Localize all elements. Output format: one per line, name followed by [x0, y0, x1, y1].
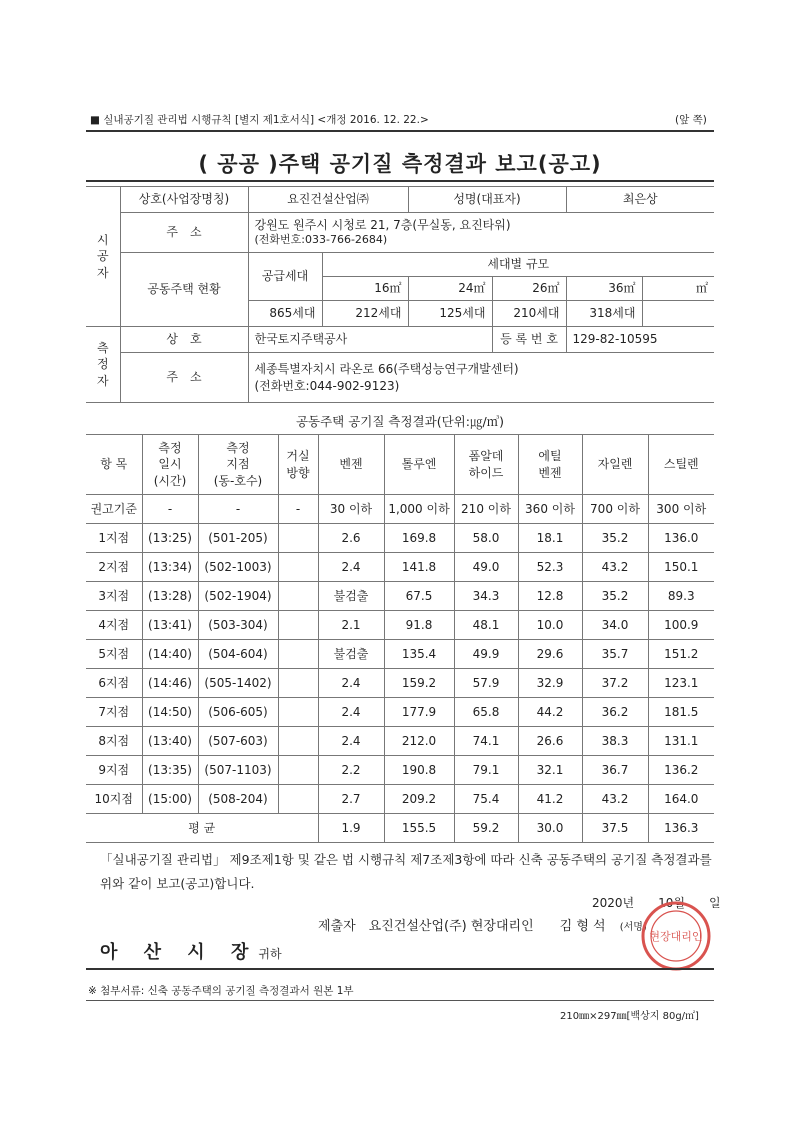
row-time: (13:35)	[142, 756, 198, 785]
table-row	[86, 553, 714, 582]
table-row	[86, 669, 714, 698]
table-row	[86, 582, 714, 611]
average-formaldehyde: 59.2	[454, 814, 518, 843]
row-direction	[278, 524, 318, 553]
header-direction: 거실 방향	[278, 435, 318, 495]
count-2: 125세대	[408, 301, 492, 327]
row-xylene: 43.2	[582, 785, 648, 814]
standard-benzene: 30 이하	[318, 495, 384, 524]
row-benzene: 2.4	[318, 669, 384, 698]
measurer-name-label: 상 호	[120, 327, 248, 353]
row-unit: (507-603)	[198, 727, 278, 756]
results-title: 공동주택 공기질 측정결과(단위:㎍/㎥)	[295, 414, 505, 429]
row-unit: (504-604)	[198, 640, 278, 669]
standard-styrene: 300 이하	[648, 495, 714, 524]
row-styrene: 131.1	[648, 727, 714, 756]
row-direction	[278, 756, 318, 785]
row-point: 8지점	[86, 727, 142, 756]
row-styrene: 136.0	[648, 524, 714, 553]
row-benzene: 2.4	[318, 727, 384, 756]
row-toluene: 159.2	[384, 669, 454, 698]
row-direction	[278, 698, 318, 727]
table-row	[86, 524, 714, 553]
row-direction	[278, 582, 318, 611]
row-xylene: 38.3	[582, 727, 648, 756]
row-xylene: 34.0	[582, 611, 648, 640]
standard-label: 권고기준	[86, 495, 142, 524]
row-styrene: 151.2	[648, 640, 714, 669]
row-ethylbenzene: 32.1	[518, 756, 582, 785]
row-ethylbenzene: 29.6	[518, 640, 582, 669]
row-point: 9지점	[86, 756, 142, 785]
row-unit: (508-204)	[198, 785, 278, 814]
rep-value: 최은상	[566, 187, 714, 213]
row-formaldehyde: 79.1	[454, 756, 518, 785]
row-benzene: 2.4	[318, 553, 384, 582]
average-xylene: 37.5	[582, 814, 648, 843]
statement: 「실내공기질 관리법」 제9조제1항 및 같은 법 시행규칙 제7조제3항에 따라 신축 공동주택의 공기질 측정결과를 위와 같이 보고(공고)합니다.	[100, 852, 712, 891]
row-ethylbenzene: 10.0	[518, 611, 582, 640]
standard-row	[86, 495, 714, 524]
average-benzene: 1.9	[318, 814, 384, 843]
size-4: 36㎡	[566, 277, 642, 301]
row-direction	[278, 669, 318, 698]
row-toluene: 91.8	[384, 611, 454, 640]
standard-datetime: -	[142, 495, 198, 524]
row-styrene: 136.2	[648, 756, 714, 785]
row-xylene: 37.2	[582, 669, 648, 698]
count-5	[642, 301, 714, 327]
row-benzene: 불검출	[318, 640, 384, 669]
standard-toluene: 1,000 이하	[384, 495, 454, 524]
row-point: 10지점	[86, 785, 142, 814]
row-ethylbenzene: 32.9	[518, 669, 582, 698]
size-3: 26㎡	[492, 277, 566, 301]
header-formaldehyde: 폼알데 하이드	[454, 435, 518, 495]
row-formaldehyde: 49.9	[454, 640, 518, 669]
header-xylene: 자일렌	[582, 435, 648, 495]
row-time: (13:25)	[142, 524, 198, 553]
row-toluene: 135.4	[384, 640, 454, 669]
standard-formaldehyde: 210 이하	[454, 495, 518, 524]
form-reference: ■ 실내공기질 관리법 시행규칙 [별지 제1호서식] <개정 2016. 12. 22.>	[90, 114, 429, 126]
row-xylene: 35.2	[582, 582, 648, 611]
row-time: (13:28)	[142, 582, 198, 611]
table-row	[86, 611, 714, 640]
row-direction	[278, 785, 318, 814]
row-toluene: 209.2	[384, 785, 454, 814]
row-direction	[278, 553, 318, 582]
document-title: ( 공공 )주택 공기질 측정결과 보고(공고)	[198, 152, 602, 176]
standard-location: -	[198, 495, 278, 524]
header-datetime: 측정 일시 (시간)	[142, 435, 198, 495]
header-ethylbenzene: 에틸 벤젠	[518, 435, 582, 495]
table-row	[86, 727, 714, 756]
company-label: 상호(사업장명칭)	[120, 187, 248, 213]
housing-label: 공동주택 현황	[120, 253, 248, 327]
count-4: 318세대	[566, 301, 642, 327]
table-row	[86, 756, 714, 785]
size-1: 16㎡	[322, 277, 408, 301]
report-date: 2020년 10월 일	[592, 896, 721, 910]
sign-mark: (서명)	[619, 922, 647, 933]
row-styrene: 181.5	[648, 698, 714, 727]
measurer-address-label: 주 소	[120, 353, 248, 403]
row-formaldehyde: 49.0	[454, 553, 518, 582]
row-unit: (502-1904)	[198, 582, 278, 611]
supply-total: 865세대	[248, 301, 322, 327]
row-direction	[278, 640, 318, 669]
row-point: 7지점	[86, 698, 142, 727]
count-3: 210세대	[492, 301, 566, 327]
row-unit: (507-1103)	[198, 756, 278, 785]
row-ethylbenzene: 18.1	[518, 524, 582, 553]
title-rule	[86, 180, 714, 182]
row-time: (14:46)	[142, 669, 198, 698]
row-formaldehyde: 75.4	[454, 785, 518, 814]
size-2: 24㎡	[408, 277, 492, 301]
row-formaldehyde: 34.3	[454, 582, 518, 611]
row-point: 3지점	[86, 582, 142, 611]
row-benzene: 2.6	[318, 524, 384, 553]
row-ethylbenzene: 12.8	[518, 582, 582, 611]
row-time: (13:41)	[142, 611, 198, 640]
header-toluene: 톨루엔	[384, 435, 454, 495]
table-row	[86, 698, 714, 727]
row-toluene: 141.8	[384, 553, 454, 582]
row-point: 6지점	[86, 669, 142, 698]
rep-label: 성명(대표자)	[408, 187, 566, 213]
measurer-name: 한국토지주택공사	[248, 327, 492, 353]
official-seal	[640, 900, 712, 972]
standard-ethylbenzene: 360 이하	[518, 495, 582, 524]
address-label: 주 소	[120, 213, 248, 253]
scale-label: 세대별 규모	[322, 253, 714, 277]
row-unit: (503-304)	[198, 611, 278, 640]
top-rule	[86, 130, 714, 132]
reg-value: 129-82-10595	[566, 327, 714, 353]
row-toluene: 212.0	[384, 727, 454, 756]
supply-label: 공급세대	[248, 253, 322, 301]
results-table	[86, 434, 714, 843]
constructor-address: 강원도 원주시 시청로 21, 7층(무실동, 요진타워) (전화번호:033-766-2684)	[248, 213, 714, 253]
bottom-rule	[86, 968, 714, 970]
row-ethylbenzene: 44.2	[518, 698, 582, 727]
row-formaldehyde: 48.1	[454, 611, 518, 640]
row-xylene: 36.2	[582, 698, 648, 727]
header-item: 항 목	[86, 435, 142, 495]
row-benzene: 2.4	[318, 698, 384, 727]
row-ethylbenzene: 41.2	[518, 785, 582, 814]
row-xylene: 35.7	[582, 640, 648, 669]
size-5: ㎡	[642, 277, 714, 301]
table-row	[86, 640, 714, 669]
row-styrene: 123.1	[648, 669, 714, 698]
svg-text:현장대리인: 현장대리인	[649, 930, 703, 943]
row-point: 1지점	[86, 524, 142, 553]
row-styrene: 100.9	[648, 611, 714, 640]
constructor-section-label: 시 공 자	[86, 187, 120, 327]
row-benzene: 2.2	[318, 756, 384, 785]
footer-rule	[86, 1000, 714, 1001]
row-toluene: 177.9	[384, 698, 454, 727]
row-benzene: 2.7	[318, 785, 384, 814]
row-formaldehyde: 65.8	[454, 698, 518, 727]
row-xylene: 36.7	[582, 756, 648, 785]
row-styrene: 89.3	[648, 582, 714, 611]
row-toluene: 190.8	[384, 756, 454, 785]
reg-label: 등 록 번 호	[492, 327, 566, 353]
row-point: 2지점	[86, 553, 142, 582]
count-1: 212세대	[322, 301, 408, 327]
row-toluene: 67.5	[384, 582, 454, 611]
row-direction	[278, 611, 318, 640]
row-benzene: 불검출	[318, 582, 384, 611]
info-table	[86, 186, 714, 403]
measurer-section-label: 측 정 자	[86, 327, 120, 403]
page-side: (앞 쪽)	[675, 114, 707, 126]
measurer-address: 세종특별자치시 라온로 66(주택성능연구개발센터) (전화번호:044-902-9123)	[248, 353, 714, 403]
row-time: (14:40)	[142, 640, 198, 669]
company-value: 요진건설산업㈜	[248, 187, 408, 213]
row-xylene: 35.2	[582, 524, 648, 553]
header-benzene: 벤젠	[318, 435, 384, 495]
row-styrene: 164.0	[648, 785, 714, 814]
row-unit: (501-205)	[198, 524, 278, 553]
row-formaldehyde: 57.9	[454, 669, 518, 698]
row-toluene: 169.8	[384, 524, 454, 553]
table-row	[86, 785, 714, 814]
row-time: (13:34)	[142, 553, 198, 582]
row-benzene: 2.1	[318, 611, 384, 640]
row-direction	[278, 727, 318, 756]
row-time: (13:40)	[142, 727, 198, 756]
recipient: 아 산 시 장귀하	[100, 942, 282, 963]
attachment-note: ※ 첨부서류: 신축 공동주택의 공기질 측정결과서 원본 1부	[88, 985, 354, 997]
row-xylene: 43.2	[582, 553, 648, 582]
paper-spec: 210㎜×297㎜[백상지 80g/㎡]	[560, 1011, 699, 1022]
row-ethylbenzene: 52.3	[518, 553, 582, 582]
row-unit: (505-1402)	[198, 669, 278, 698]
average-label: 평 균	[86, 814, 318, 843]
row-time: (14:50)	[142, 698, 198, 727]
header-styrene: 스틸렌	[648, 435, 714, 495]
standard-direction: -	[278, 495, 318, 524]
average-styrene: 136.3	[648, 814, 714, 843]
standard-xylene: 700 이하	[582, 495, 648, 524]
row-ethylbenzene: 26.6	[518, 727, 582, 756]
recipient-suffix: 귀하	[258, 947, 282, 961]
row-unit: (506-605)	[198, 698, 278, 727]
row-unit: (502-1003)	[198, 553, 278, 582]
average-row	[86, 814, 714, 843]
header-location: 측정 지점 (동-호수)	[198, 435, 278, 495]
row-point: 4지점	[86, 611, 142, 640]
row-formaldehyde: 58.0	[454, 524, 518, 553]
row-time: (15:00)	[142, 785, 198, 814]
row-formaldehyde: 74.1	[454, 727, 518, 756]
submitter: 제출자 요진건설산업(주) 현장대리인 김 형 석 (서명)	[318, 919, 647, 934]
row-point: 5지점	[86, 640, 142, 669]
average-toluene: 155.5	[384, 814, 454, 843]
average-ethylbenzene: 30.0	[518, 814, 582, 843]
row-styrene: 150.1	[648, 553, 714, 582]
